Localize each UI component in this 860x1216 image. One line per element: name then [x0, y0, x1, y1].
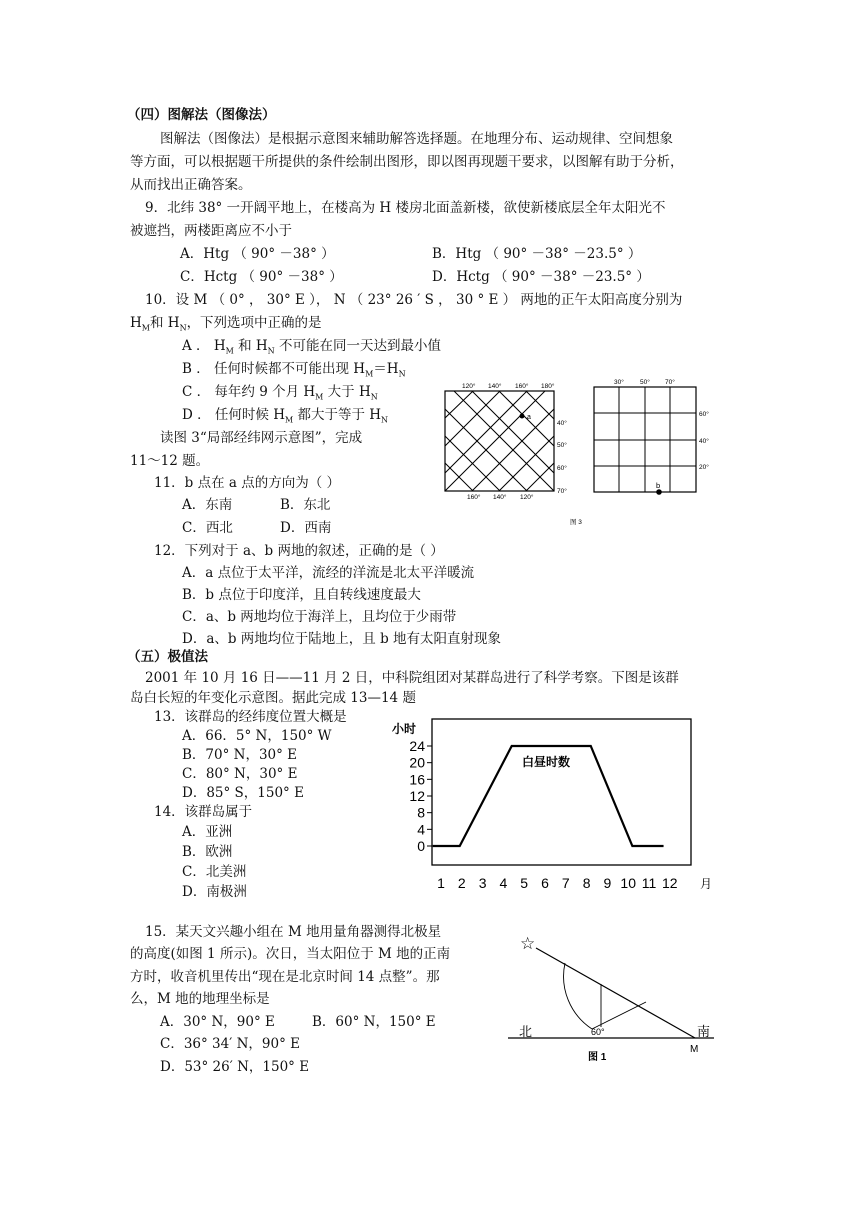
q15-stem-line2: 的高度(如图 1 所示)。次日，当太阳位于 M 地的正南: [130, 946, 451, 962]
fig3-caption: 图 3: [570, 519, 582, 526]
fig3-right-right-label: 40°: [699, 438, 709, 445]
q14-option-b: B．欧洲: [182, 844, 233, 860]
q10-stem-line2: $H_M$和 $H_N$，下列选项中正确的是: [130, 315, 322, 333]
q11-option-b: B．东北: [280, 497, 331, 513]
q11-option-c: C．西北: [182, 520, 233, 536]
chart-x-tick-label: 9: [603, 875, 612, 891]
chart-y-tick-label: 16: [409, 771, 425, 788]
chart-y-tick-label: 8: [417, 804, 425, 821]
fig1-protractor-base: [592, 1002, 646, 1029]
fig1-sight-line: [536, 948, 695, 1038]
chart-y-tick-label: 0: [417, 838, 425, 854]
fig3-intro-line1: 读图 3“局部经纬网示意图”，完成: [160, 430, 363, 446]
chart-x-tick-label: 2: [457, 875, 466, 891]
q10-stem-line1: 10．设 M （ 0° ， 30° E ）， N （ 23° 26 ′ S ， 30 ° E ） 两地的正午太阳高度分别为: [145, 292, 683, 308]
fig3-left-top-label: 140°: [488, 383, 502, 390]
fig1-south-label: 南: [697, 1024, 711, 1039]
q13-stem: 13．该群岛的经纬度位置大概是: [154, 709, 347, 725]
fig3-right-top-label: 70°: [665, 379, 675, 386]
fig3-right-right-label: 60°: [699, 411, 709, 418]
section4-intro-line2: 等方面，可以根据题干所提供的条件绘制出图形，即以图再现题干要求，以图解有助于分析，: [130, 154, 684, 170]
fig3-left-right-label: 70°: [557, 488, 567, 495]
fig3-left-top-label: 180°: [541, 383, 555, 390]
chart-y-tick-label: 24: [409, 738, 425, 754]
q9-option-c: C．Hctg （ 90° －38° ）: [180, 269, 343, 285]
q14-option-d: D．南极洲: [182, 884, 247, 900]
fig1-protractor-arc: [564, 963, 592, 1029]
chart-x-tick-label: 10: [620, 875, 636, 891]
fig3-right-right-label: 20°: [699, 464, 709, 471]
chart-x-tick-label: 6: [541, 875, 549, 891]
chart-x-tick-label: 11: [641, 875, 657, 891]
q13-option-b: B．70° N，30° E: [182, 747, 298, 763]
section4-intro-line1: 图解法（图像法）是根据示意图来辅助解答选择题。在地理分布、运动规律、空间想象: [160, 131, 673, 147]
chart-y-axis-label: 小时: [392, 722, 417, 736]
q12-option-c: C．a、b 两地均位于海洋上，且均位于少雨带: [182, 609, 457, 625]
q11-option-a: A．东南: [182, 497, 233, 513]
q15-stem-line4: 么，M 地的地理坐标是: [130, 991, 270, 1007]
chart-x-tick-label: 4: [499, 875, 508, 891]
fig1-angle-label: 60°: [591, 1027, 605, 1037]
fig1-star-icon: ☆: [520, 934, 536, 954]
fig3-intro-line2: 11～12 题。: [130, 453, 210, 469]
section5-intro-line2: 岛白长短的年变化示意图。据此完成 13—14 题: [130, 690, 416, 706]
fig3-left-bottom-label: 140°: [493, 494, 507, 501]
section4-heading: （四）图解法（图像法）: [127, 107, 276, 123]
fig3-right-top-label: 50°: [640, 379, 650, 386]
q14-option-c: C．北美洲: [182, 864, 247, 880]
q9-option-a: A．Htg （ 90° －38° ）: [180, 246, 335, 262]
chart-y-tick-label: 20: [409, 754, 425, 771]
q9-option-d: D．Hctg （ 90° －38° －23.5° ）: [432, 269, 650, 285]
chart-x-tick-label: 3: [478, 875, 487, 891]
q14-option-a: A．亚洲: [182, 824, 233, 840]
section5-intro-line1: 2001 年 10 月 16 日——11 月 2 日，中科院组团对某群岛进行了科学考察。下图是该群: [145, 670, 679, 686]
fig1-north-label: 北: [519, 1024, 533, 1039]
q15-option-b: B．60° N，150° E: [312, 1014, 436, 1030]
q11-stem: 11．b 点在 a 点的方向为（ ）: [154, 475, 341, 491]
chart-x-tick-label: 7: [561, 875, 570, 891]
q13-option-c: C．80° N，30° E: [182, 766, 298, 782]
chart-y-tick-label: 12: [409, 788, 425, 804]
fig3-left-bottom-label: 160°: [467, 494, 481, 501]
fig1-caption: 图 1: [588, 1052, 607, 1063]
section4-intro-line3: 从而找出正确答案。: [130, 177, 252, 193]
chart-y-tick-label: 4: [417, 821, 425, 838]
q9-option-b: B．Htg （ 90° －38° －23.5° ）: [432, 246, 642, 262]
q9-stem-line1: 9．北纬 38° 一开阔平地上，在楼高为 H 楼房北面盖新楼，欲使新楼底层全年太阳光不: [145, 200, 666, 216]
q9-stem-line2: 被遮挡，两楼距离应不小于: [130, 223, 292, 239]
q12-option-d: D．a、b 两地均位于陆地上，且 b 地有太阳直射现象: [182, 631, 502, 647]
q15-option-a: A．30° N，90° E: [160, 1014, 275, 1030]
q13-option-a: A．66．5° N，150° W: [182, 728, 332, 744]
q12-stem: 12．下列对于 a、b 两地的叙述，正确的是（ ）: [154, 543, 444, 559]
chart-x-tick-label: 12: [662, 875, 678, 891]
q13-option-d: D．85° S，150° E: [182, 785, 304, 801]
chart-x-tick-label: 8: [582, 875, 591, 891]
chart-x-axis-label: 月: [700, 877, 713, 891]
fig3-left-right-label: 60°: [557, 465, 567, 472]
q10-option-b: B ． 任何时候都不可能出现 $H_M=H_N$: [182, 361, 406, 379]
fig3-point-b-label: b: [656, 481, 661, 490]
q15-option-c: C．36° 34′ N，90° E: [160, 1036, 300, 1052]
fig3-left-right-label: 40°: [557, 420, 567, 427]
fig3-point-a-label: a: [527, 414, 531, 421]
q12-option-b: B．b 点位于印度洋，且自转线速度最大: [182, 587, 421, 603]
fig3-left-top-label: 120°: [462, 383, 476, 390]
chart-x-tick-label: 1: [437, 875, 445, 891]
fig3-left-top-label: 160°: [515, 383, 529, 390]
fig1-point-m-label: M: [690, 1044, 699, 1055]
q12-option-a: A．a 点位于太平洋，流经的洋流是北太平洋暖流: [182, 565, 475, 581]
fig3-left-bottom-label: 120°: [520, 494, 534, 501]
q10-option-a: A ． $H_M$ 和 $H_N$ 不可能在同一天达到最小值: [182, 338, 441, 356]
section5-heading: （五）极值法: [127, 649, 208, 665]
q11-option-d: D．西南: [280, 520, 332, 536]
chart-x-tick-label: 5: [520, 875, 529, 891]
q15-stem-line3: 方时，收音机里传出“现在是北京时间 14 点整”。那: [130, 969, 440, 985]
fig3-left-right-label: 50°: [557, 442, 567, 449]
q15-stem-line1: 15．某天文兴趣小组在 M 地用量角器测得北极星: [145, 924, 442, 940]
fig3-right-top-label: 30°: [614, 379, 624, 386]
q10-option-c: C ． 每年约 9 个月 $H_M$ 大于 $H_N$: [182, 384, 378, 402]
chart-series-label: 白昼时数: [522, 755, 571, 769]
q14-stem: 14．该群岛属于: [154, 804, 253, 820]
q15-option-d: D．53° 26′ N，150° E: [160, 1059, 310, 1075]
q10-option-d: D ． 任何时候 $H_M$ 都大于等于 $H_N$: [182, 407, 389, 425]
